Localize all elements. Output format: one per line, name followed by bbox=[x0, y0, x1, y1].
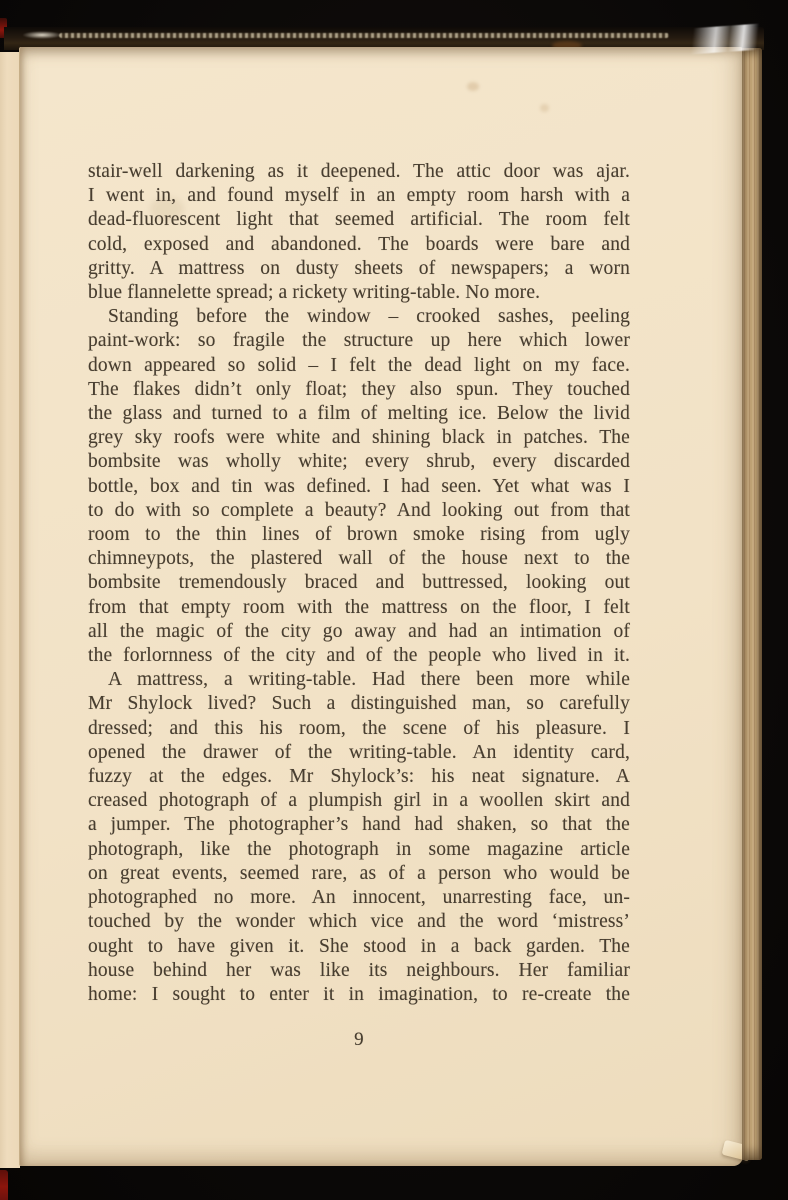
text-line: touched by the wonder which vice and the word ‘mistress’ bbox=[88, 911, 630, 933]
text-line: home: I sought to enter it in imagination, to re-create the bbox=[88, 983, 630, 1005]
text-line: Mr Shylock lived? Such a distinguished man, so carefully bbox=[88, 693, 630, 715]
text-line: grey sky roofs were white and shining black in patches. The bbox=[88, 427, 630, 449]
text-line: a jumper. The photographer’s hand had shaken, so that the bbox=[88, 814, 630, 836]
text-line: dead-fluorescent light that seemed artificial. The room felt bbox=[88, 209, 630, 231]
paragraph bbox=[88, 305, 630, 668]
text-line: the glass and turned to a film of melting ice. Below the livid bbox=[88, 403, 630, 425]
text-line: down appeared so solid – I felt the dead light on my face. bbox=[88, 354, 630, 376]
text-line: photograph, like the photograph in some magazine article bbox=[88, 838, 630, 860]
text-line: photographed no more. An innocent, unarresting face, un- bbox=[88, 887, 630, 909]
underlying-page-edge bbox=[0, 52, 20, 1168]
plastic-corner-glare bbox=[685, 23, 765, 54]
text-line: bombsite was wholly white; every shrub, every discarded bbox=[88, 451, 630, 473]
text-line: on great events, seemed rare, as of a person who would be bbox=[88, 862, 630, 884]
text-line: A mattress, a writing-table. Had there been more while bbox=[108, 669, 630, 691]
text-line: from that empty room with the mattress on the floor, I felt bbox=[88, 596, 630, 618]
text-line: blue flannelette spread; a rickety writing-table. No more. bbox=[88, 282, 541, 304]
foxing-spot bbox=[540, 104, 549, 112]
page-block-fore-edge bbox=[742, 48, 762, 1160]
text-line: house behind her was like its neighbours. Her familiar bbox=[88, 959, 630, 981]
book-cover-red-edge-bottom bbox=[0, 1170, 8, 1200]
text-line: to do with so complete a beauty? And looking out from that bbox=[88, 499, 630, 521]
text-line: creased photograph of a plumpish girl in a woollen skirt and bbox=[88, 790, 630, 812]
page-number: 9 bbox=[354, 1029, 364, 1051]
text-line: bottle, box and tin was defined. I had seen. Yet what was I bbox=[88, 475, 630, 497]
text-line: fuzzy at the edges. Mr Shylock’s: his neat signature. A bbox=[88, 766, 630, 788]
text-line: cold, exposed and abandoned. The boards were bare and bbox=[88, 233, 630, 255]
text-line: opened the drawer of the writing-table. An identity card, bbox=[88, 741, 630, 763]
text-line: Standing before the window – crooked sashes, peeling bbox=[108, 306, 630, 328]
foxing-spot bbox=[467, 82, 479, 91]
jacket-gloss-highlight bbox=[59, 33, 669, 38]
text-line: I went in, and found myself in an empty room harsh with a bbox=[88, 185, 630, 207]
text-line: dressed; and this his room, the scene of his pleasure. I bbox=[88, 717, 630, 739]
page-text-block bbox=[88, 160, 630, 1052]
text-line: all the magic of the city go away and had an intimation of bbox=[88, 620, 630, 642]
jacket-gloss-highlight-left bbox=[22, 31, 62, 39]
text-line: The flakes didn’t only float; they also spun. They touched bbox=[88, 378, 630, 400]
text-line: room to the thin lines of brown smoke rising from ugly bbox=[88, 524, 630, 546]
paragraph bbox=[88, 160, 630, 305]
text-line: gritty. A mattress on dusty sheets of newspapers; a worn bbox=[88, 257, 630, 279]
text-line: the forlornness of the city and of the people who lived in it. bbox=[88, 645, 630, 667]
text-line: stair-well darkening as it deepened. The attic door was ajar. bbox=[88, 161, 630, 182]
text-line: bombsite tremendously braced and buttressed, looking out bbox=[88, 572, 630, 594]
paragraph bbox=[88, 668, 630, 1007]
text-line: ought to have given it. She stood in a back garden. The bbox=[88, 935, 630, 957]
text-line: paint-work: so fragile the structure up here which lower bbox=[88, 330, 630, 352]
text-line: chimneypots, the plastered wall of the house next to the bbox=[88, 548, 630, 570]
